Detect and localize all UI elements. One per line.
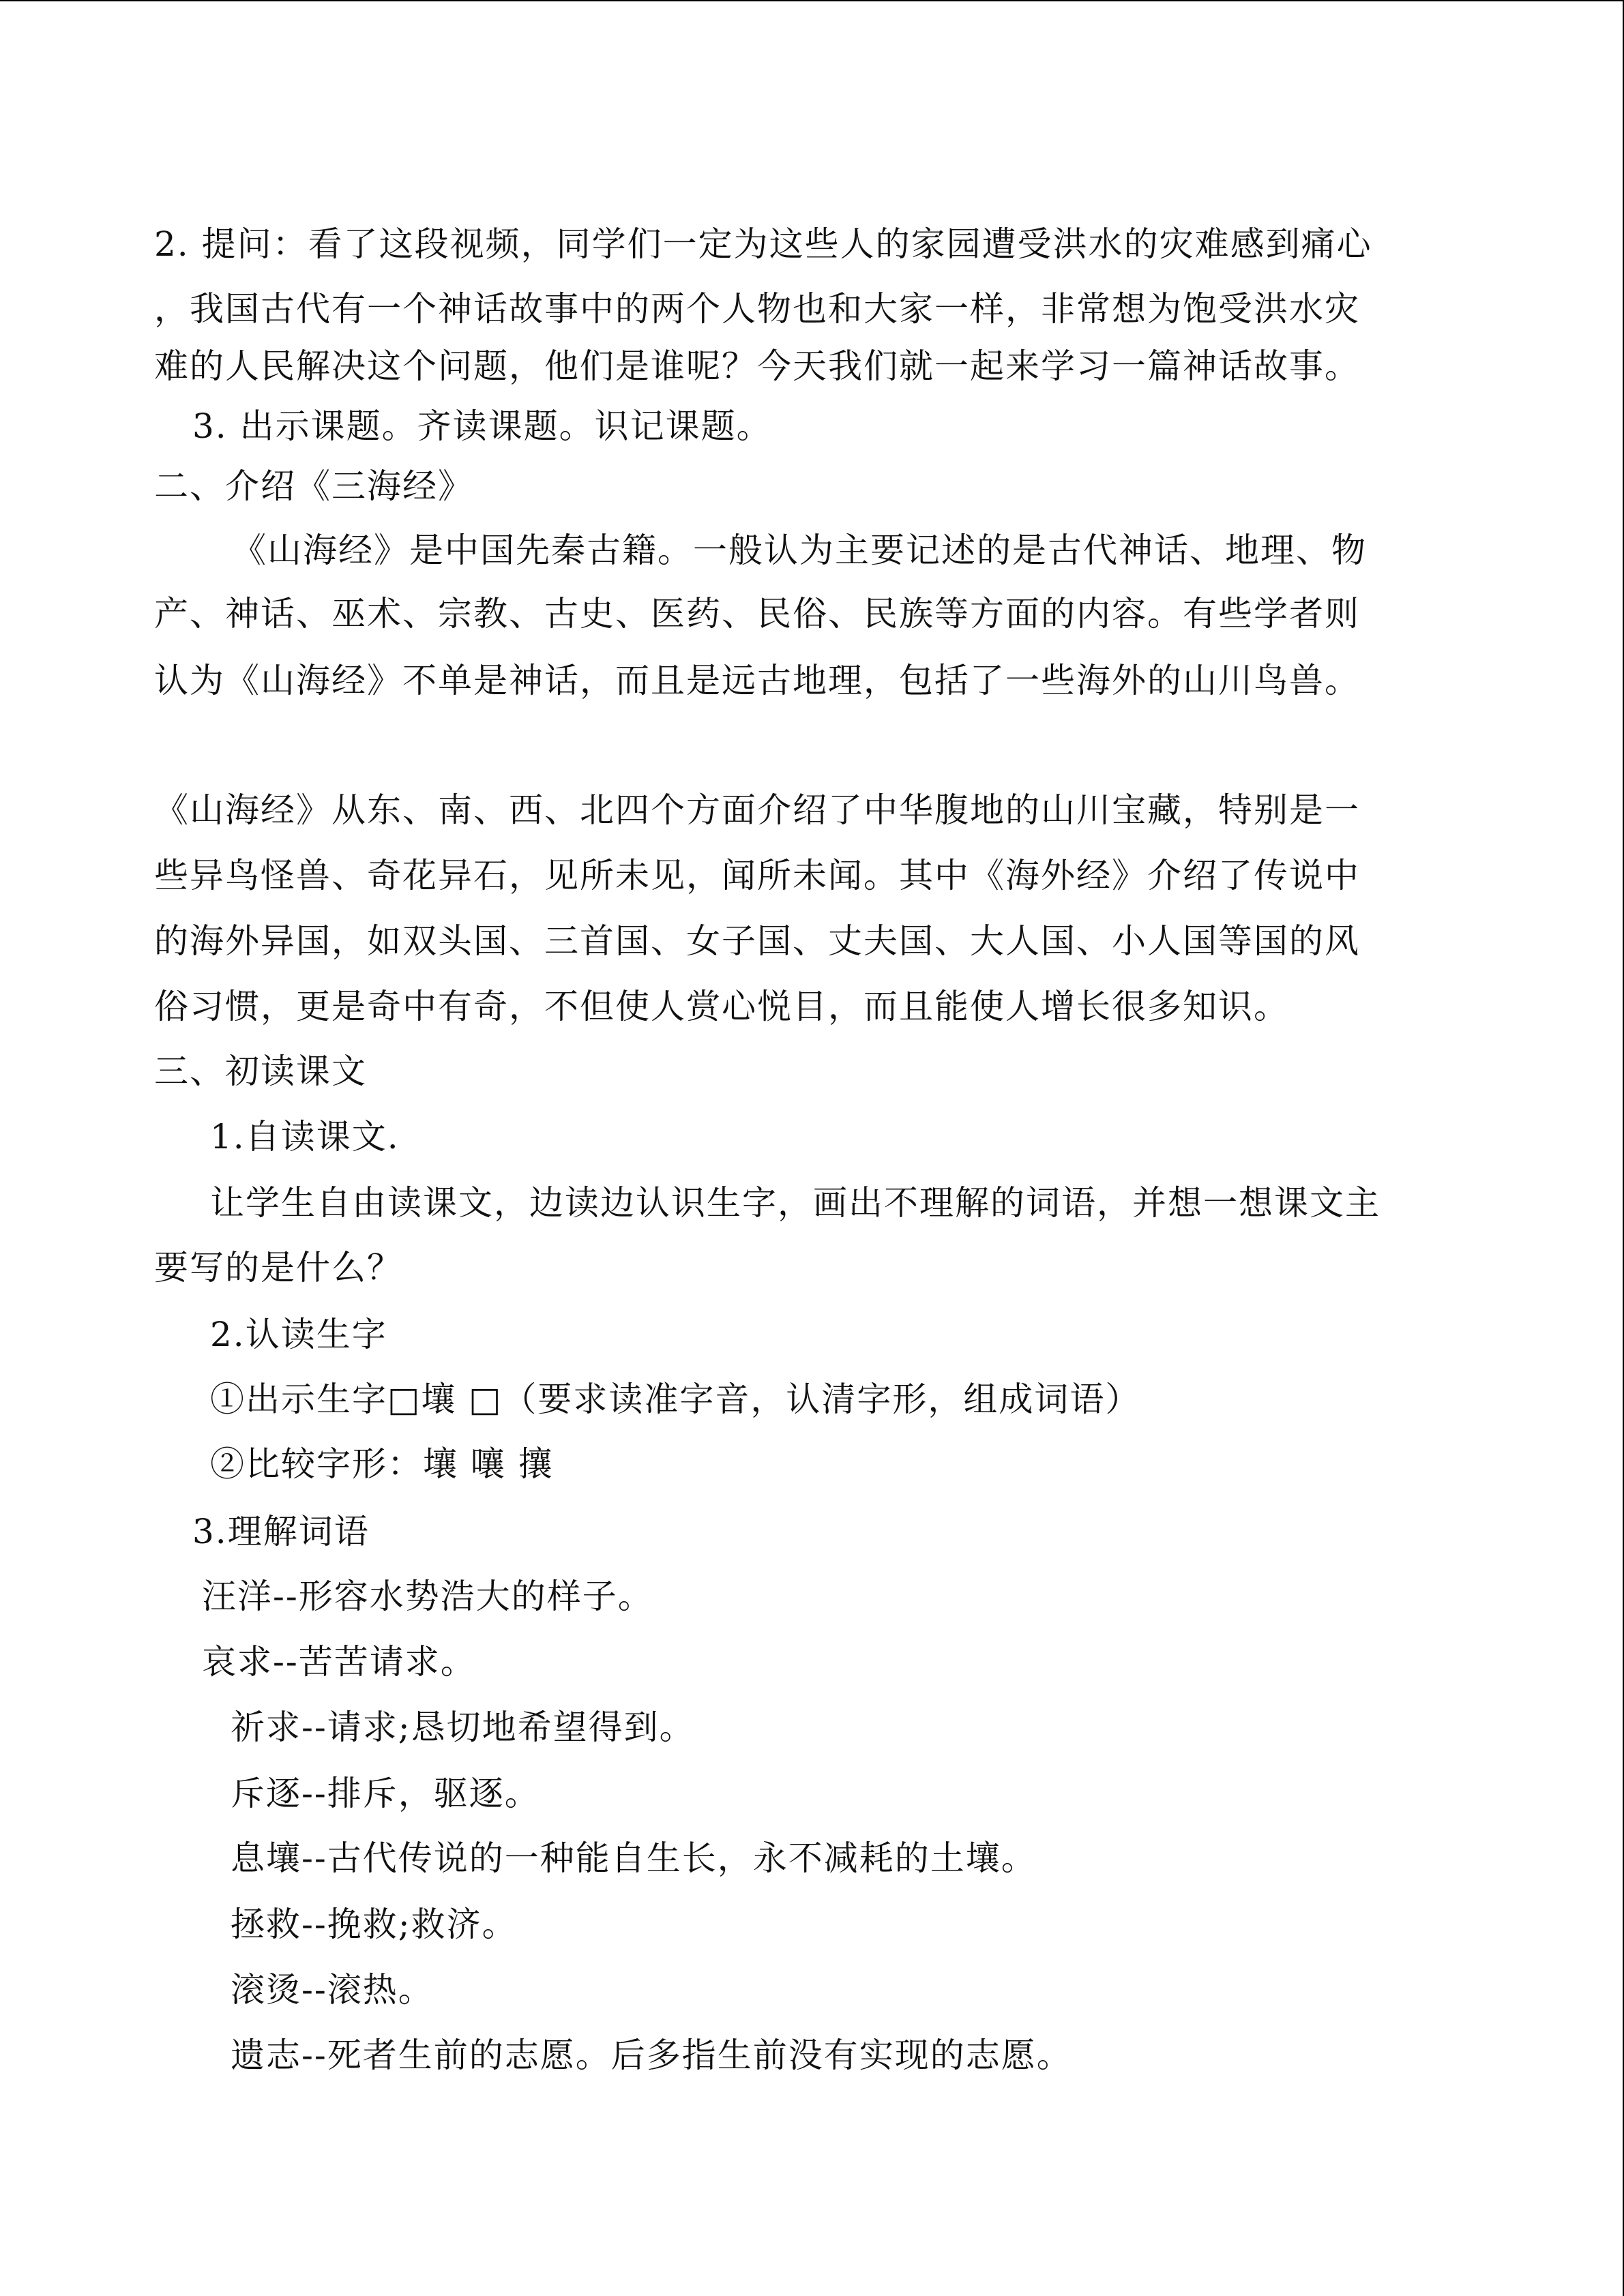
- section-heading: 二、介绍《三海经》: [154, 466, 473, 506]
- paragraph-line: 3. 出示课题。齐读课题。识记课题。: [192, 406, 772, 446]
- paragraph-line: 要写的是什么？: [154, 1248, 402, 1287]
- vocabulary-item: 拯救--挽救;救济。: [231, 1905, 518, 1944]
- paragraph-line: 让学生自由读课文，边读边认识生字，画出不理解的词语，并想一想课文主: [210, 1183, 1381, 1223]
- paragraph-line: ，我国古代有一个神话故事中的两个人物也和大家一样，非常想为饱受洪水灾: [154, 289, 1360, 329]
- vocabulary-item: 息壤--古代传说的一种能自生长，永不减耗的土壤。: [231, 1838, 1037, 1878]
- paragraph-line: 的海外异国，如双头国、三首国、女子国、丈夫国、大人国、小人国等国的风: [154, 921, 1360, 961]
- paragraph-line: 2. 提问：看了这段视频，同学们一定为这些人的家园遭受洪水的灾难感到痛心: [154, 224, 1372, 264]
- vocabulary-item: 斥逐--排斥，驱逐。: [231, 1774, 540, 1813]
- vocabulary-item: 哀求--苦苦请求。: [202, 1642, 476, 1682]
- list-item: 2.认读生字: [210, 1315, 387, 1354]
- vocabulary-item: 遗志--死者生前的志愿。后多指生前没有实现的志愿。: [231, 2036, 1072, 2075]
- paragraph-line: 《山海经》从东、南、西、北四个方面介绍了中华腹地的山川宝藏，特别是一: [154, 790, 1360, 830]
- paragraph-line: 俗习惯，更是奇中有奇，不但使人赏心悦目，而且能使人增长很多知识。: [154, 987, 1289, 1026]
- list-item: ①出示生字□壤 □（要求读准字音，认清字形，组成词语）: [210, 1380, 1141, 1419]
- vocabulary-item: 汪洋--形容水势浩大的样子。: [202, 1577, 653, 1616]
- list-item: 1.自读课文.: [210, 1117, 400, 1157]
- vocabulary-item: 滚烫--滚热。: [231, 1970, 434, 2010]
- list-item: 3.理解词语: [192, 1512, 370, 1551]
- paragraph-line: 《山海经》是中国先秦古籍。一般认为主要记述的是古代神话、地理、物: [232, 531, 1367, 570]
- paragraph-line: 产、神话、巫术、宗教、古史、医药、民俗、民族等方面的内容。有些学者则: [154, 594, 1360, 633]
- list-item: ②比较字形：壤 嚷 攘: [210, 1444, 554, 1484]
- paragraph-line: 些异鸟怪兽、奇花异石，见所未见，闻所未闻。其中《海外经》介绍了传说中: [154, 856, 1360, 895]
- paragraph-line: 认为《山海经》不单是神话，而且是远古地理，包括了一些海外的山川鸟兽。: [154, 661, 1360, 700]
- paragraph-line: 难的人民解决这个问题，他们是谁呢？今天我们就一起来学习一篇神话故事。: [154, 346, 1360, 386]
- vocabulary-item: 祈求--请求;恳切地希望得到。: [231, 1708, 695, 1747]
- section-heading: 三、初读课文: [154, 1052, 367, 1091]
